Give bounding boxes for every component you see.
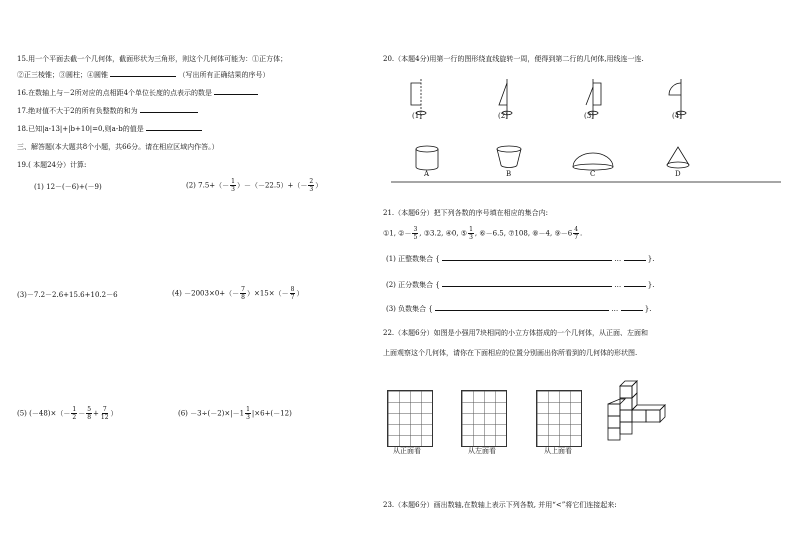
question-20: 20.（本题4分)用第一行的图形绕直线旋转一周，便得到第二行的几何体,用线连一连. [383,55,644,63]
answer-blank-16[interactable] [214,88,258,95]
left-view-grid[interactable] [461,390,507,447]
answer-blank-18[interactable] [146,124,202,131]
fraction: $\frac{5}{8}$ [87,406,92,421]
solid-b-frustum-icon [497,146,521,168]
answer-blank-set-3-tail[interactable] [621,304,643,311]
top-view-grid[interactable] [536,390,582,447]
fraction: $\frac{2}{3}$ [309,178,314,193]
question-15-hint: （写出所有正确结果的序号） [178,71,270,79]
question-23: 23.（本题6分）画出数轴,在数轴上表示下列各数, 并用“<”将它们连接起来: [383,501,617,509]
solid-c-hemisphere-icon [573,153,613,170]
problem-19-4: (4) －2003×0+（－ $\frac{7}{8}$ ）×15×（－ $\frac{8}{7}$ ） [172,286,304,301]
question-19: 19.( 本题24分）计算: [17,161,87,169]
fraction: $\frac{1}{3}$ [231,178,235,193]
answer-blank-15[interactable] [110,70,176,77]
fraction: $\frac{8}{7}$ [290,286,295,301]
solid-label-c: C [590,170,596,178]
answer-blank-set-2-tail[interactable] [624,280,646,287]
answer-blank-set-1-tail[interactable] [624,254,646,261]
rotation-figures [383,75,783,215]
answer-blank-set-1[interactable] [442,254,612,261]
question-22-line2: 上面观察这个几何体，请你在下面相应的位置分别画出你所看到的几何体的形状图. [383,349,638,357]
answer-blank-17[interactable] [140,106,198,113]
fraction: $\frac{1}{3}$ [469,226,473,241]
question-18-text: 18.已知|a-13|+|b+10|=0,则a-b的值是 [17,125,144,133]
problem-19-1: (1) 12－(－6)+(－9) [34,183,102,191]
solid-label-a: A [424,170,430,178]
front-view-grid[interactable] [387,390,433,447]
question-15-options: ②正三棱锥；③圆柱；④圆锥 [17,71,108,79]
question-18 [17,124,202,134]
question-17-text: 17.绝对值不大于2的所有负整数的和为 [17,107,138,115]
question-16 [17,88,258,98]
solid-label-d: D [675,170,681,178]
set-negative-numbers: (3) 负数集合 { … }. [386,305,652,313]
left-view-label: 从左面看 [468,447,496,455]
fraction: $\frac{1}{2}$ [72,406,77,421]
section-3-heading: 三、解答题(本大题共8个小题，共66分。请在相应区域内作答。） [17,143,219,151]
problem-19-6: (6) －3÷(－2)×|－1 $\frac{1}{3}$ |×6+(－12) [178,406,292,421]
cube-stack-figure [606,380,686,450]
problem-19-5: (5) (－48)×（－ $\frac{1}{2}$ － $\frac{5}{8}$ + $\frac{7}{12}$ ） [17,406,118,421]
fraction: $\frac{7}{12}$ [100,406,109,421]
fraction: $\frac{1}{3}$ [246,406,250,421]
problem-19-3: (3)－7.2－2.6+15.6+10.2－6 [17,291,118,299]
solid-d-cone-icon [667,147,689,168]
question-21: 21.（本题6分）把下列各数的序号填在相应的集合内: [383,209,548,217]
question-16-text: 16.在数轴上与－2所对应的点相距4个单位长度的点表示的数是 [17,89,213,97]
shape-label-3: (3) [584,112,594,120]
question-17 [17,106,198,116]
solid-label-b: B [506,170,512,178]
fraction: $\frac{7}{8}$ [241,286,245,301]
problem-19-2: (2) 7.5+（－ $\frac{1}{3}$ ）－（－22.5）+（－ $\frac{2}{3}$ ） [186,178,323,193]
fraction: $\frac{3}{5}$ [413,226,418,241]
answer-blank-set-2[interactable] [442,280,612,287]
fraction: $\frac{4}{7}$ [574,226,579,241]
question-21-numbers: ①1, ②－ $\frac{3}{5}$ , ③3.2, ④0, ⑤ $\frac{1}{3}$ , ⑥－6.5, ⑦108, ⑧－4, ⑨－6 $\frac{4}{7}$ . [383,226,583,241]
question-15-line2 [17,70,269,80]
shape-label-1: (1) [412,112,422,120]
front-view-label: 从正面看 [393,447,421,455]
top-view-label: 从上面看 [544,447,572,455]
answer-blank-set-3[interactable] [435,304,609,311]
shape-label-4: (4) [672,112,682,120]
set-positive-integers: (1) 正整数集合 { … }. [386,255,655,263]
set-positive-fractions: (2) 正分数集合 { … }. [386,281,655,289]
shape-label-2: (2) [498,112,508,120]
solid-a-cylinder-icon [416,146,438,170]
question-22-line1: 22.（本题6分）如图是小强用7块相同的小立方体搭成的一个几何体，从正面、左面和 [383,329,649,337]
question-15-line1: 15.用一个平面去截一个几何体，截面形状为三角形，则这个几何体可能为：①正方体； [17,55,288,63]
